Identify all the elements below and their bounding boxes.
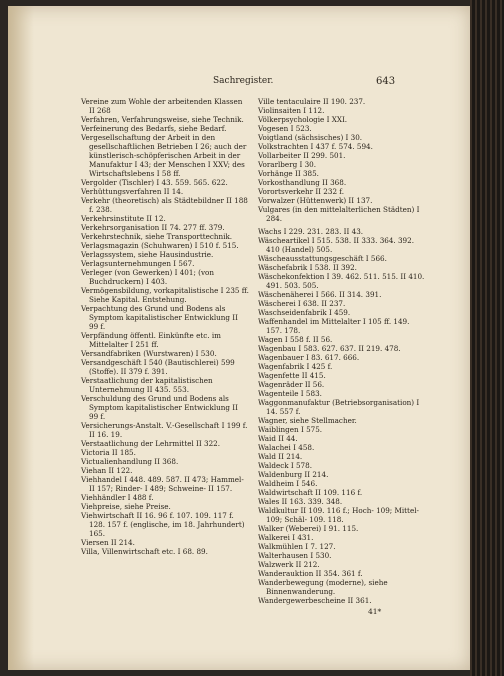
index-entry: Victualienhandlung II 368. — [81, 457, 179, 466]
index-entry: Wäscheausstattungsgeschäft I 566. — [258, 254, 387, 263]
index-entry: Vorortsverkehr II 232 f. — [258, 187, 344, 196]
index-entry: Walker (Weberei) I 91. 115. — [258, 524, 359, 533]
index-entry: Viersen II 214. — [81, 538, 135, 547]
index-entry: Wanderauktion II 354. 361 f. — [258, 569, 363, 578]
index-entry: Wagner, siehe Stellmacher. — [258, 416, 357, 425]
index-entry: Waldenburg II 214. — [258, 470, 329, 479]
index-entry: Waschseidenfabrik I 459. — [258, 308, 351, 317]
page-binding-shadow — [8, 6, 34, 670]
book-page — [8, 6, 470, 670]
index-entry: Verleger (von Gewerken) I 401; (von Buchdruckern) I 403. — [81, 268, 214, 286]
index-entry: Vorarlberg I 30. — [258, 160, 317, 169]
running-header — [8, 76, 470, 88]
index-entry: Walkerei I 431. — [258, 533, 314, 542]
index-entry: Wäscherei I 638. II 237. — [258, 299, 346, 308]
index-entry: Verstaatlichung der Lehrmittel II 322. — [81, 439, 221, 448]
index-entry: Vereine zum Wohle der arbeitenden Klassen II 268 — [81, 97, 243, 115]
index-entry: Vulgares (in den mittelalterlichen Städten) I 284. — [258, 205, 420, 223]
index-entry: Violinsaiten I 112. — [258, 106, 325, 115]
index-entry: Vergesellschaftung der Arbeit in den gesellschaftlichen Betrieben I 26; auch der künstlerisch-schöpferischen Arbeit in der Manufaktur I 43; der Menschen I XXV; des Wirtschaftslebens I 58 ff. — [81, 133, 247, 178]
index-entry: Wagenfette II 415. — [258, 371, 326, 380]
index-entry: Wagenbau I 583. 627. 637. II 219. 478. — [258, 344, 401, 353]
index-entry: Waid II 44. — [258, 434, 298, 443]
index-entry: Verhüttungsverfahren II 14. — [81, 187, 184, 196]
index-entry: Verfahren, Verfahrungsweise, siehe Technik. — [81, 115, 244, 124]
index-entry: Voigtland (sächsisches) I 30. — [258, 133, 363, 142]
index-entry: Verpachtung des Grund und Bodens als Symptom kapitalistischer Entwicklung II 99 f. — [81, 304, 238, 331]
index-entry: Verkehrsinstitute II 12. — [81, 214, 166, 223]
index-entry: Waiblingen I 575. — [258, 425, 323, 434]
index-column-right — [258, 97, 426, 605]
index-entry: Wagenteile I 583. — [258, 389, 322, 398]
index-entry: Viehwirtschaft II 16. 96 f. 107. 109. 117 f. 128. 157 f. (englische, im 18. Jahrhundert) 165. — [81, 511, 245, 538]
index-entry: Wäscheartikel I 515. 538. II 333. 364. 392. 410 (Handel) 505. — [258, 236, 414, 254]
index-entry: Wachs I 229. 231. 283. II 43. — [258, 227, 364, 236]
index-entry: Villa, Villenwirtschaft etc. I 68. 89. — [81, 547, 208, 556]
index-entry: Walachei I 458. — [258, 443, 315, 452]
index-entry: Vorhänge II 385. — [258, 169, 319, 178]
index-entry: Versandgeschäft I 540 (Bautischlerei) 599 (Stoffe). II 379 f. 391. — [81, 358, 235, 376]
index-entry: Ville tentaculaire II 190. 237. — [258, 97, 366, 106]
index-entry: Waldeck I 578. — [258, 461, 312, 470]
index-entry: Walkmühlen I 7. 127. — [258, 542, 336, 551]
index-entry: Wandergewerbescheine II 361. — [258, 596, 372, 605]
index-entry: Vergolder (Tischler) I 43. 559. 565. 622. — [81, 178, 228, 187]
sheet-signature: 41* — [368, 607, 382, 616]
index-entry: Verstaatlichung der kapitalistischen Unternehmung II 435. 553. — [81, 376, 213, 394]
index-entry: Wagen I 558 f. II 56. — [258, 335, 333, 344]
header-title: Sachregister. — [213, 76, 274, 86]
index-entry: Verschuldung des Grund und Bodens als Symptom kapitalistischer Entwicklung II 99 f. — [81, 394, 238, 421]
index-entry: Vollarbeiter II 299. 501. — [258, 151, 346, 160]
index-entry: Wagenräder II 56. — [258, 380, 325, 389]
index-entry: Verkehrsorganisation II 74. 277 ff. 379. — [81, 223, 225, 232]
index-entry: Wäschekonfektion I 39. 462. 511. 515. II 410. 491. 503. 505. — [258, 272, 425, 290]
index-entry: Verkehrstechnik, siehe Transporttechnik. — [81, 232, 233, 241]
index-entry: Volkstrachten I 437 f. 574. 594. — [258, 142, 373, 151]
index-entry: Versandfabriken (Wurstwaren) I 530. — [81, 349, 217, 358]
book-edge — [470, 0, 504, 676]
index-entry: Verkehr (theoretisch) als Städtebildner II 188 f. 238. — [81, 196, 248, 214]
index-entry: Waldheim I 546. — [258, 479, 318, 488]
index-entry: Wagenbauer I 83. 617. 666. — [258, 353, 360, 362]
index-entry: Verfeinerung des Bedarfs, siehe Bedarf. — [81, 124, 227, 133]
index-entry: Wanderbewegung (moderne), siehe Binnenwanderung. — [258, 578, 388, 596]
index-entry: Vorwalzer (Hüttenwerk) II 137. — [258, 196, 373, 205]
index-entry: Verlagsunternehmungen I 567. — [81, 259, 195, 268]
index-entry: Vorkosthandlung II 368. — [258, 178, 347, 187]
index-entry: Völkerpsychologie I XXI. — [258, 115, 348, 124]
index-entry: Viehhändler I 488 f. — [81, 493, 154, 502]
index-entry: Victoria II 185. — [81, 448, 136, 457]
index-entry: Viehhandel I 448. 489. 587. II 473; Hammel- II 157; Rinder- I 489; Schweine- II 157. — [81, 475, 244, 493]
index-entry: Walterhausen I 530. — [258, 551, 332, 560]
index-entry: Wäschefabrik I 538. II 392. — [258, 263, 357, 272]
index-entry: Wäschenäherei I 566. II 314. 391. — [258, 290, 382, 299]
index-entry: Wales II 163. 339. 348. — [258, 497, 343, 506]
index-entry: Verlagssystem, siehe Hausindustrie. — [81, 250, 214, 259]
index-entry: Vermögensbildung, vorkapitalistische I 235 ff. Siehe Kapital. Entstehung. — [81, 286, 249, 304]
page-number: 643 — [376, 76, 396, 87]
index-entry: Vogesen I 523. — [258, 124, 312, 133]
index-entry: Verpfändung öffentl. Einkünfte etc. im Mittelalter I 251 ff. — [81, 331, 221, 349]
index-entry: Viehpreise, siehe Preise. — [81, 502, 171, 511]
index-entry: Waffenhandel im Mittelalter I 105 ff. 149. 157. 178. — [258, 317, 410, 335]
index-entry: Walzwerk II 212. — [258, 560, 320, 569]
index-column-left — [81, 97, 249, 556]
index-entry: Waldwirtschaft II 109. 116 f. — [258, 488, 363, 497]
index-entry: Waldkultur II 109. 116 f.; Hoch- 109; Mittel- 109; Schäl- 109. 118. — [258, 506, 419, 524]
index-entry: Wald II 214. — [258, 452, 303, 461]
index-entry: Viehan II 122. — [81, 466, 133, 475]
index-entry: Wagenfabrik I 425 f. — [258, 362, 333, 371]
index-entry: Versicherungs-Anstalt. V.-Gesellschaft I 199 f. II 16. 19. — [81, 421, 248, 439]
index-entry: Verlagsmagazin (Schuhwaren) I 510 f. 515. — [81, 241, 239, 250]
index-entry: Waggonmanufaktur (Betriebsorganisation) I 14. 557 f. — [258, 398, 420, 416]
